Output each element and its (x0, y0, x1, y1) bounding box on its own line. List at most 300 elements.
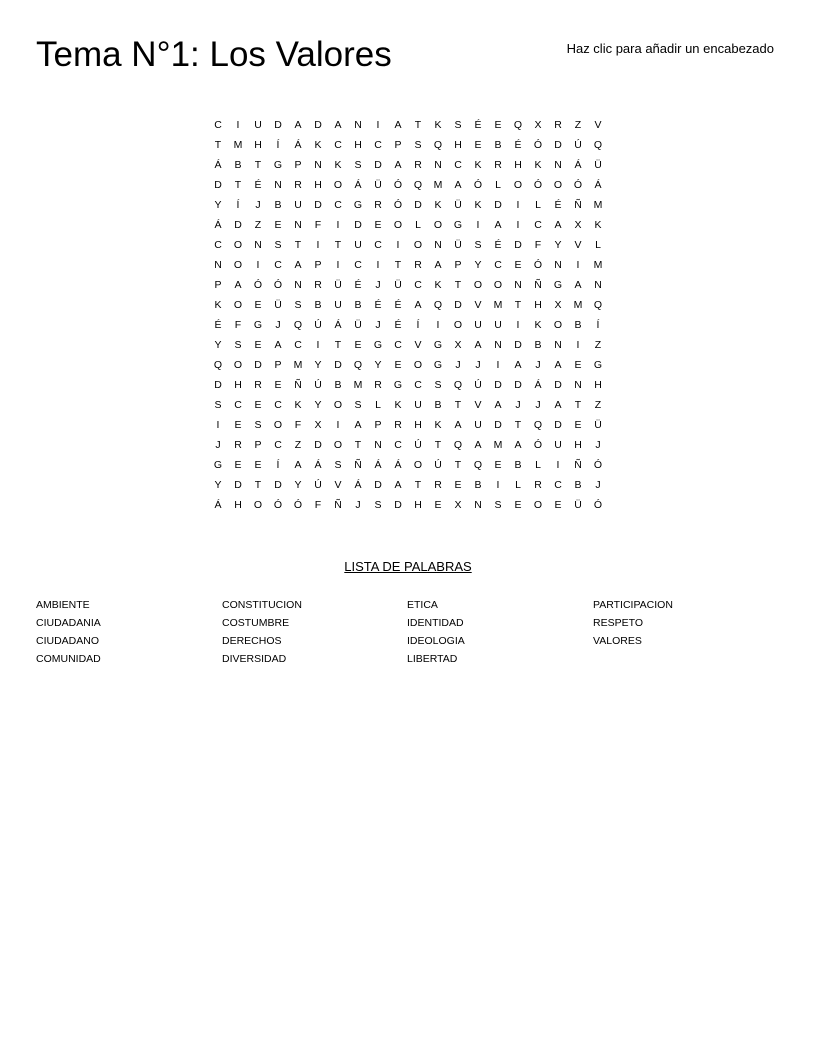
grid-letter: T (334, 239, 342, 251)
grid-letter: C (334, 199, 342, 211)
grid-letter: J (355, 499, 361, 511)
grid-letter: N (374, 439, 382, 451)
grid-letter: L (515, 479, 521, 491)
grid-letter: Y (214, 199, 222, 211)
grid-letter: A (294, 119, 302, 131)
grid-letter: K (534, 159, 542, 171)
grid-letter: H (514, 159, 522, 171)
grid-letter: D (494, 199, 502, 211)
grid-letter: A (394, 119, 402, 131)
grid-letter: I (256, 259, 260, 271)
grid-letter: S (214, 399, 222, 411)
grid-letter: I (476, 219, 480, 231)
grid-letter: D (494, 419, 502, 431)
grid-letter: Y (314, 399, 322, 411)
grid-letter: E (554, 499, 562, 511)
grid-letter: A (334, 119, 342, 131)
grid-letter: K (294, 399, 302, 411)
grid-letter: T (394, 259, 402, 271)
word-list-column (36, 596, 221, 668)
grid-letter: D (214, 179, 222, 191)
grid-letter: M (353, 379, 363, 391)
grid-letter: Ü (274, 299, 282, 311)
grid-letter: N (494, 339, 502, 351)
grid-letter: N (554, 159, 562, 171)
grid-letter: Y (214, 339, 222, 351)
grid-letter: Q (473, 459, 483, 471)
grid-letter: Á (594, 179, 602, 191)
grid-letter: S (494, 499, 502, 511)
grid-letter: I (396, 239, 400, 251)
grid-letter: R (534, 479, 542, 491)
grid-letter: E (254, 399, 262, 411)
grid-letter: I (576, 339, 580, 351)
grid-letter: E (254, 459, 262, 471)
grid-letter: F (314, 499, 322, 511)
grid-letter: D (454, 299, 462, 311)
grid-letter: E (254, 299, 262, 311)
grid-letter: X (574, 219, 582, 231)
grid-letter: M (593, 199, 603, 211)
grid-letter: A (554, 399, 562, 411)
grid-letter: T (354, 439, 362, 451)
grid-letter: Á (354, 179, 362, 191)
grid-letter: S (254, 419, 262, 431)
grid-letter: M (293, 359, 303, 371)
grid-letter: É (354, 279, 362, 291)
grid-letter: Ó (593, 459, 603, 471)
grid-letter: Ü (454, 199, 462, 211)
grid-letter: H (254, 139, 262, 151)
grid-letter: K (434, 419, 442, 431)
grid-letter: Ó (533, 179, 543, 191)
grid-letter: Ó (533, 259, 543, 271)
grid-letter: H (454, 139, 462, 151)
grid-letter: Ó (273, 499, 283, 511)
grid-letter: M (433, 179, 443, 191)
grid-letter: Ú (434, 459, 442, 471)
grid-letter: N (254, 239, 262, 251)
grid-letter: A (434, 259, 442, 271)
grid-letter: P (394, 139, 402, 151)
grid-letter: Q (413, 179, 423, 191)
grid-letter: Ó (393, 199, 403, 211)
grid-letter: Q (593, 139, 603, 151)
grid-letter: U (494, 319, 502, 331)
grid-letter: Y (374, 359, 382, 371)
grid-letter: O (533, 499, 543, 511)
grid-letter: V (594, 119, 602, 131)
grid-letter: E (454, 479, 462, 491)
grid-letter: A (494, 399, 502, 411)
word-list-column (593, 596, 778, 650)
grid-letter: Y (554, 239, 562, 251)
grid-letter: C (554, 479, 562, 491)
grid-letter: R (434, 479, 442, 491)
grid-letter: A (414, 299, 422, 311)
grid-letter: Á (214, 219, 222, 231)
grid-letter: O (553, 319, 563, 331)
grid-letter: I (436, 319, 440, 331)
grid-letter: Z (254, 219, 262, 231)
grid-letter: A (394, 159, 402, 171)
grid-letter: E (574, 419, 582, 431)
grid-letter: Q (453, 439, 463, 451)
grid-letter: E (494, 119, 502, 131)
grid-letter: V (414, 339, 422, 351)
grid-letter: Í (276, 459, 280, 471)
grid-letter: C (274, 259, 282, 271)
grid-letter: D (514, 379, 522, 391)
grid-letter: B (434, 399, 442, 411)
grid-letter: K (474, 199, 482, 211)
grid-letter: N (574, 379, 582, 391)
grid-letter: E (474, 139, 482, 151)
grid-letter: B (354, 299, 362, 311)
grid-letter: Y (214, 479, 222, 491)
grid-letter: N (274, 179, 282, 191)
grid-letter: G (433, 339, 443, 351)
grid-letter: N (554, 339, 562, 351)
page-title: Tema N°1: Los Valores (36, 35, 392, 74)
grid-letter: O (333, 399, 343, 411)
grid-letter: O (553, 179, 563, 191)
grid-letter: G (393, 379, 403, 391)
grid-letter: Ü (594, 159, 602, 171)
grid-letter: I (316, 239, 320, 251)
grid-letter: G (553, 279, 563, 291)
grid-letter: K (594, 219, 602, 231)
grid-letter: B (534, 339, 542, 351)
grid-letter: U (474, 319, 482, 331)
grid-letter: K (434, 199, 442, 211)
grid-letter: Y (474, 259, 482, 271)
grid-letter: T (294, 239, 302, 251)
grid-letter: A (394, 479, 402, 491)
grid-letter: D (214, 379, 222, 391)
word-list-item: IDENTIDAD (407, 617, 464, 629)
grid-letter: É (254, 179, 262, 191)
grid-letter: J (595, 479, 601, 491)
word-list-item: VALORES (593, 635, 642, 647)
grid-letter: K (474, 159, 482, 171)
grid-letter: D (414, 199, 422, 211)
grid-letter: Q (433, 299, 443, 311)
grid-letter: O (273, 419, 283, 431)
grid-letter: C (374, 239, 382, 251)
grid-letter: S (274, 239, 282, 251)
grid-letter: O (413, 359, 423, 371)
grid-letter: Z (594, 399, 602, 411)
grid-letter: R (294, 179, 302, 191)
header-placeholder[interactable]: Haz clic para añadir un encabezado (566, 41, 774, 56)
grid-letter: Í (416, 319, 420, 331)
grid-letter: S (414, 139, 422, 151)
word-list-column (407, 596, 592, 668)
grid-letter: O (233, 239, 243, 251)
word-list-item: IDEOLOGIA (407, 635, 465, 647)
grid-letter: E (394, 359, 402, 371)
grid-letter: A (294, 259, 302, 271)
grid-letter: X (554, 299, 562, 311)
grid-letter: T (454, 399, 462, 411)
grid-letter: Ñ (534, 279, 542, 291)
grid-letter: C (374, 139, 382, 151)
grid-letter: Q (593, 299, 603, 311)
grid-letter: O (333, 439, 343, 451)
grid-letter: É (214, 319, 222, 331)
grid-letter: Ñ (574, 459, 582, 471)
grid-letter: K (214, 299, 222, 311)
grid-letter: T (254, 159, 262, 171)
word-list-item: COSTUMBRE (222, 617, 290, 629)
grid-letter: K (314, 139, 322, 151)
grid-letter: Ó (473, 179, 483, 191)
grid-letter: A (274, 339, 282, 351)
grid-letter: K (334, 159, 342, 171)
grid-letter: E (434, 499, 442, 511)
grid-letter: Q (213, 359, 223, 371)
grid-letter: Q (433, 139, 443, 151)
grid-letter: M (573, 299, 583, 311)
grid-letter: I (376, 119, 380, 131)
grid-letter: J (455, 359, 461, 371)
grid-letter: Ü (374, 179, 382, 191)
grid-letter: S (434, 379, 442, 391)
grid-letter: H (354, 139, 362, 151)
grid-letter: R (374, 379, 382, 391)
grid-letter: D (494, 379, 502, 391)
grid-letter: P (454, 259, 462, 271)
grid-letter: T (454, 459, 462, 471)
word-list-title-text: LISTA DE PALABRAS (344, 559, 472, 574)
grid-letter: H (314, 179, 322, 191)
grid-letter: U (254, 119, 262, 131)
word-list-item: CONSTITUCION (222, 599, 302, 611)
grid-letter: T (414, 119, 422, 131)
grid-letter: Ó (393, 179, 403, 191)
word-list-item: CIUDADANO (36, 635, 100, 647)
grid-letter: Ü (334, 279, 342, 291)
grid-letter: A (454, 179, 462, 191)
grid-letter: E (274, 379, 282, 391)
grid-letter: Á (574, 159, 582, 171)
grid-letter: D (514, 339, 522, 351)
grid-letter: C (414, 379, 422, 391)
grid-letter: K (394, 399, 402, 411)
grid-letter: O (233, 259, 243, 271)
grid-letter: É (514, 139, 522, 151)
grid-letter: B (234, 159, 242, 171)
grid-letter: J (375, 279, 381, 291)
grid-letter: N (434, 159, 442, 171)
grid-letter: M (593, 259, 603, 271)
grid-letter: L (595, 239, 601, 251)
grid-letter: I (336, 419, 340, 431)
grid-letter: S (454, 119, 462, 131)
grid-letter: C (394, 439, 402, 451)
grid-letter: G (453, 219, 463, 231)
grid-letter: J (255, 199, 261, 211)
grid-letter: I (496, 479, 500, 491)
grid-letter: Y (314, 359, 322, 371)
grid-letter: K (534, 319, 542, 331)
grid-letter: R (414, 259, 422, 271)
grid-letter: N (354, 119, 362, 131)
grid-letter: Q (513, 119, 523, 131)
grid-letter: E (374, 219, 382, 231)
grid-letter: Ó (533, 139, 543, 151)
grid-letter: A (474, 439, 482, 451)
grid-letter: Í (236, 199, 240, 211)
grid-letter: E (574, 359, 582, 371)
grid-letter: Á (314, 459, 322, 471)
grid-letter: C (214, 239, 222, 251)
grid-letter: C (334, 139, 342, 151)
grid-letter: R (234, 439, 242, 451)
grid-letter: B (334, 379, 342, 391)
grid-letter: C (494, 259, 502, 271)
grid-letter: Ü (454, 239, 462, 251)
grid-letter: R (254, 379, 262, 391)
word-search-grid (208, 117, 608, 517)
grid-letter: H (414, 499, 422, 511)
grid-letter: O (253, 499, 263, 511)
grid-letter: I (516, 199, 520, 211)
grid-letter: A (574, 279, 582, 291)
grid-letter: D (234, 479, 242, 491)
grid-letter: J (215, 439, 221, 451)
grid-letter: U (414, 399, 422, 411)
grid-letter: Ú (314, 479, 322, 491)
grid-letter: Á (214, 499, 222, 511)
grid-letter: Í (596, 319, 600, 331)
grid-letter: N (214, 259, 222, 271)
grid-letter: R (314, 279, 322, 291)
grid-letter: B (274, 199, 282, 211)
grid-letter: T (254, 479, 262, 491)
grid-letter: I (496, 359, 500, 371)
grid-letter: H (234, 379, 242, 391)
grid-letter: D (394, 499, 402, 511)
grid-letter: Z (594, 339, 602, 351)
grid-letter: O (413, 459, 423, 471)
grid-letter: E (234, 419, 242, 431)
grid-letter: O (233, 359, 243, 371)
grid-letter: T (414, 479, 422, 491)
grid-letter: T (454, 279, 462, 291)
word-list-item: PARTICIPACION (593, 599, 673, 611)
grid-letter: O (453, 319, 463, 331)
grid-letter: O (433, 219, 443, 231)
grid-letter: T (514, 299, 522, 311)
grid-letter: B (574, 479, 582, 491)
grid-letter: D (554, 419, 562, 431)
grid-letter: J (275, 319, 281, 331)
grid-letter: Z (294, 439, 302, 451)
grid-letter: O (233, 299, 243, 311)
grid-letter: X (454, 499, 462, 511)
grid-letter: U (474, 419, 482, 431)
grid-letter: J (375, 319, 381, 331)
grid-letter: S (294, 299, 302, 311)
grid-letter: L (535, 199, 541, 211)
grid-letter: Z (574, 119, 582, 131)
grid-letter: Ó (273, 279, 283, 291)
grid-letter: Ü (354, 319, 362, 331)
grid-letter: A (494, 219, 502, 231)
grid-letter: C (394, 339, 402, 351)
grid-letter: É (474, 119, 482, 131)
grid-letter: Ó (293, 499, 303, 511)
grid-letter: I (316, 339, 320, 351)
grid-letter: K (434, 279, 442, 291)
grid-letter: F (294, 419, 302, 431)
grid-letter: I (376, 259, 380, 271)
grid-letter: É (374, 299, 382, 311)
word-list-item: CIUDADANIA (36, 617, 101, 629)
grid-letter: N (294, 219, 302, 231)
grid-letter: A (294, 459, 302, 471)
grid-letter: D (314, 199, 322, 211)
grid-letter: Á (214, 159, 222, 171)
grid-letter: H (574, 439, 582, 451)
grid-letter: G (353, 199, 363, 211)
grid-letter: E (354, 339, 362, 351)
grid-letter: Á (534, 379, 542, 391)
word-list-item: DERECHOS (222, 635, 282, 647)
grid-letter: I (336, 259, 340, 271)
grid-letter: D (314, 439, 322, 451)
grid-letter: Á (374, 459, 382, 471)
grid-letter: A (514, 439, 522, 451)
grid-letter: O (493, 279, 503, 291)
grid-letter: I (516, 319, 520, 331)
grid-letter: H (594, 379, 602, 391)
word-list-title (0, 559, 816, 575)
grid-letter: C (454, 159, 462, 171)
grid-letter: K (434, 119, 442, 131)
grid-letter: I (576, 259, 580, 271)
grid-letter: D (374, 159, 382, 171)
grid-letter: D (354, 219, 362, 231)
grid-letter: T (214, 139, 222, 151)
grid-letter: Q (533, 419, 543, 431)
grid-letter: C (354, 259, 362, 271)
grid-letter: Ó (573, 179, 583, 191)
grid-letter: Q (453, 379, 463, 391)
grid-letter: T (434, 439, 442, 451)
grid-letter: C (274, 399, 282, 411)
word-list-item: ETICA (407, 599, 438, 611)
grid-letter: X (454, 339, 462, 351)
grid-letter: É (554, 199, 562, 211)
grid-letter: É (394, 319, 402, 331)
grid-letter: C (214, 119, 222, 131)
grid-letter: Ü (394, 279, 402, 291)
grid-letter: E (514, 499, 522, 511)
grid-letter: A (554, 359, 562, 371)
grid-letter: G (373, 339, 383, 351)
grid-letter: Ó (593, 499, 603, 511)
grid-letter: I (516, 219, 520, 231)
grid-letter: D (514, 239, 522, 251)
grid-letter: P (314, 259, 322, 271)
grid-letter: U (554, 439, 562, 451)
grid-letter: I (336, 219, 340, 231)
word-list-item: LIBERTAD (407, 653, 458, 665)
grid-letter: U (334, 299, 342, 311)
